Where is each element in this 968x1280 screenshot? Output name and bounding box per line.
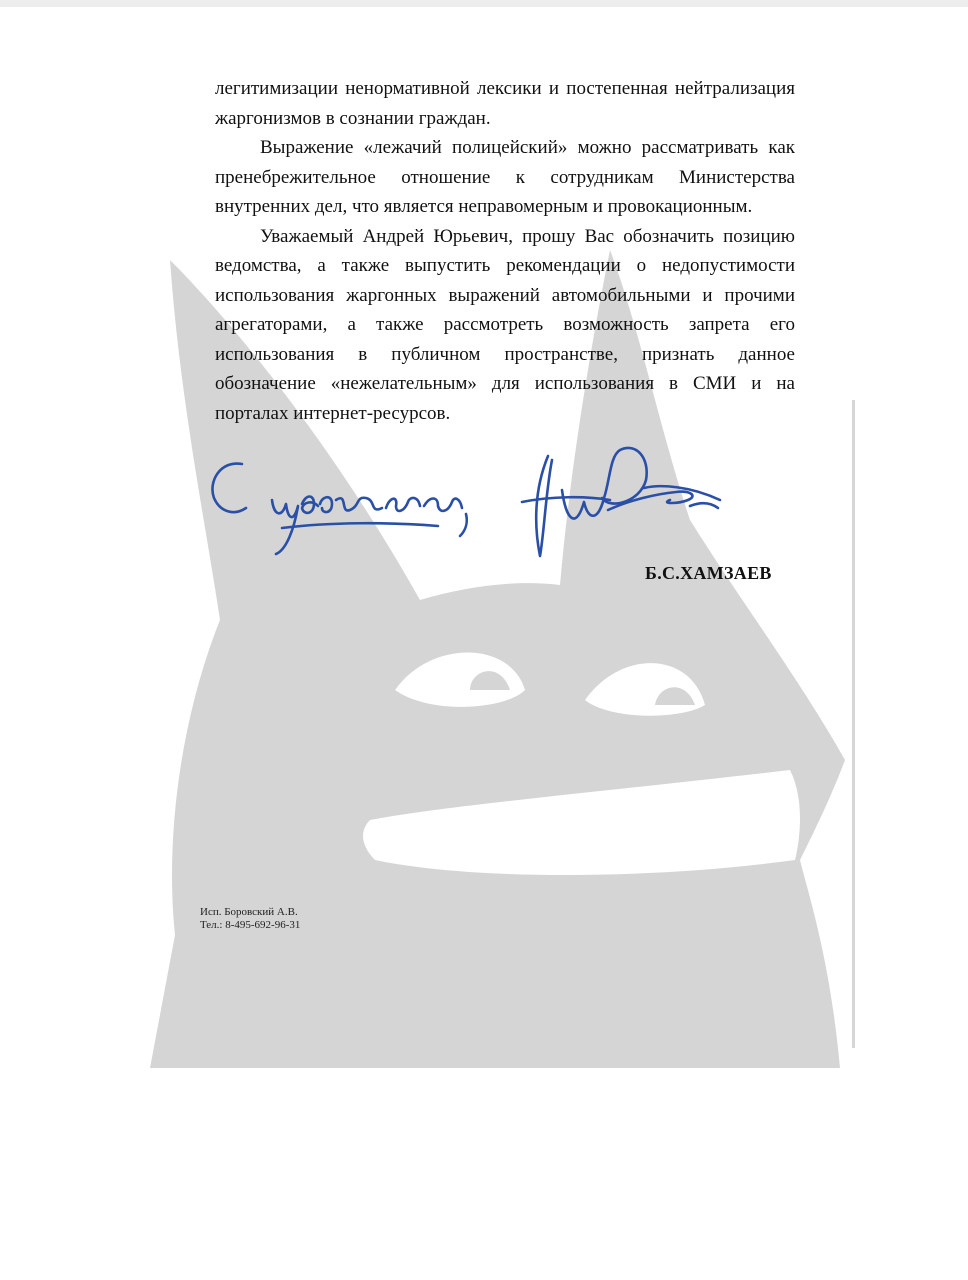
- executor-info: [200, 906, 300, 932]
- paragraph-1: легитимизации ненормативной лексики и постепенная нейтрализация жаргонизмов в сознании граждан.: [215, 78, 795, 129]
- handwritten-signature-icon: [190, 430, 750, 580]
- paragraph-3: Уважаемый Андрей Юрьевич, прошу Вас обозначить позицию ведомства, а также выпустить рекомендации о недопустимости использования жаргонных выражений автомобильными и прочими агрегаторами, а также рассмотреть возможность запрета его использования в публичном пространстве, признать данное обозначение «нежелательным» для использования в СМИ и на порталах интернет-ресурсов.: [215, 225, 795, 424]
- signer-name: Б.С.ХАМЗАЕВ: [645, 563, 772, 583]
- executor-name: Исп. Боровский А.В.: [200, 906, 298, 918]
- executor-phone: Тел.: 8-495-692-96-31: [200, 919, 301, 931]
- scan-edge-line: [852, 400, 855, 1048]
- paragraph-2: Выражение «лежачий полицейский» можно рассматривать как пренебрежительное отношение к сотрудникам Министерства внутренних дел, что является неправомерным и провокационным.: [215, 137, 795, 217]
- letter-body: [215, 74, 795, 428]
